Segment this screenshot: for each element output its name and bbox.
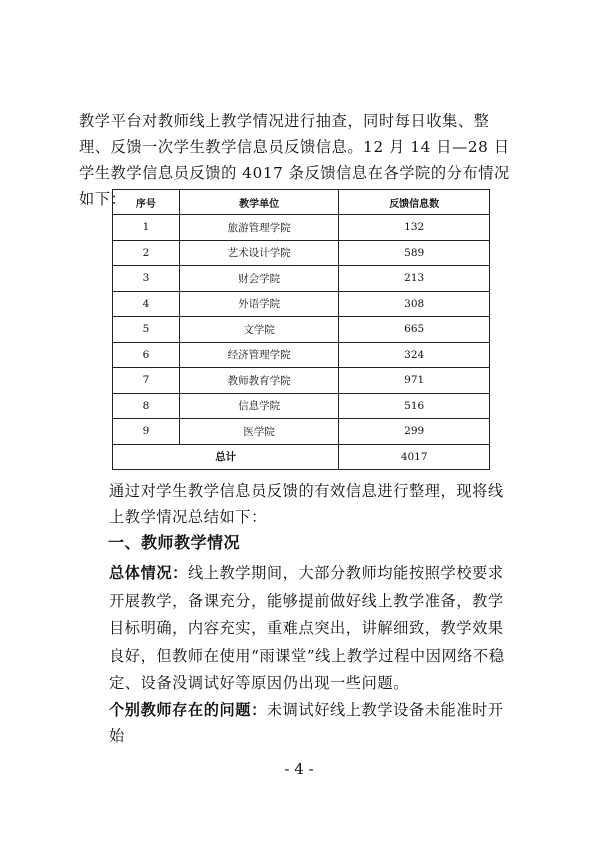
issues-paragraph — [79, 697, 519, 749]
row-count: 132 — [339, 215, 490, 241]
page-number: - 4 - — [284, 760, 314, 778]
row-unit: 外语学院 — [179, 291, 339, 317]
row-count: 665 — [339, 317, 490, 343]
row-count: 589 — [339, 240, 490, 266]
row-count: 516 — [339, 393, 490, 419]
table-row — [113, 266, 490, 292]
table-header-row — [113, 190, 490, 215]
table-row — [113, 368, 490, 394]
issues-text: 未调试好线上教学设备未能准时开始 — [109, 701, 504, 745]
row-unit: 医学院 — [179, 419, 339, 445]
row-count: 308 — [339, 291, 490, 317]
row-index: 4 — [113, 291, 180, 317]
table-row — [113, 240, 490, 266]
table-row — [113, 215, 490, 241]
header-index: 序号 — [113, 190, 180, 215]
row-unit: 信息学院 — [179, 393, 339, 419]
overall-paragraph — [79, 560, 519, 698]
row-count: 971 — [339, 368, 490, 394]
row-index: 7 — [113, 368, 180, 394]
total-value: 4017 — [339, 444, 490, 470]
table-row — [113, 291, 490, 317]
table-row — [113, 393, 490, 419]
row-unit: 教师教育学院 — [179, 368, 339, 394]
row-index: 3 — [113, 266, 180, 292]
summary-intro-paragraph — [79, 478, 519, 530]
row-index: 1 — [113, 215, 180, 241]
total-label: 总计 — [113, 444, 339, 470]
row-unit: 文学院 — [179, 317, 339, 343]
summary-intro-text: 通过对学生教学信息员反馈的有效信息进行整理，现将线上教学情况总结如下： — [109, 482, 504, 526]
table-total-row — [113, 444, 490, 470]
table-row — [113, 419, 490, 445]
row-count: 324 — [339, 342, 490, 368]
section-heading: 一、教师教学情况 — [108, 533, 241, 552]
overall-text: 线上教学期间，大部分教师均能按照学校要求开展教学，备课充分，能够提前做好线上教学准备，教学目标明确，内容充实，重难点突出，讲解细致，教学效果良好，但教师在使用“雨课堂”线上教学过程中因网络不稳定、设备没调试好等原因仍出现一些问题。 — [109, 564, 505, 692]
intro-text: 教学平台对教师线上教学情况进行抽查，同时每日收集、整理、反馈一次学生教学信息员反馈信息。12 月 14 日—28 日学生教学信息员反馈的 4017 条反馈信息在各学院的分布情况如下： — [79, 112, 510, 208]
table-row — [113, 342, 490, 368]
row-index: 2 — [113, 240, 180, 266]
overall-lead: 总体情况： — [109, 564, 188, 582]
header-unit: 教学单位 — [179, 190, 339, 215]
row-unit: 财会学院 — [179, 266, 339, 292]
row-unit: 经济管理学院 — [179, 342, 339, 368]
row-index: 8 — [113, 393, 180, 419]
issues-lead: 个别教师存在的问题： — [109, 701, 267, 719]
row-count: 299 — [339, 419, 490, 445]
row-unit: 旅游管理学院 — [179, 215, 339, 241]
row-index: 5 — [113, 317, 180, 343]
header-count: 反馈信息数 — [339, 190, 490, 215]
row-unit: 艺术设计学院 — [179, 240, 339, 266]
table-row — [113, 317, 490, 343]
feedback-table — [112, 189, 490, 470]
row-index: 6 — [113, 342, 180, 368]
row-index: 9 — [113, 419, 180, 445]
row-count: 213 — [339, 266, 490, 292]
